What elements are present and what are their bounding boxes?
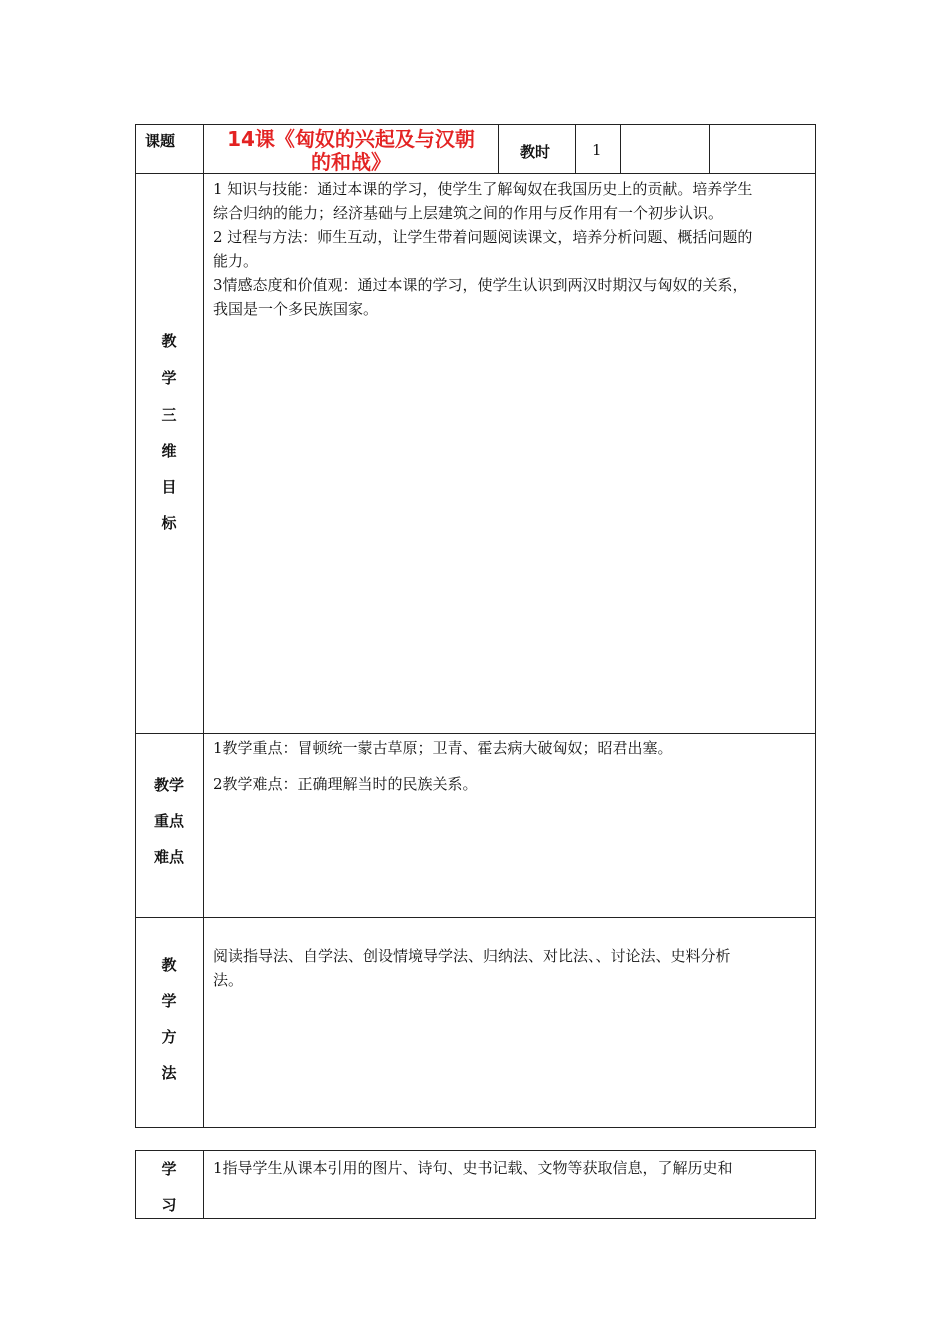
table-border (498, 124, 499, 174)
table-border (815, 1150, 816, 1219)
difficult-point-line: 2教学难点：正确理解当时的民族关系。 (213, 775, 478, 793)
objectives-line: 能力。 (213, 252, 259, 270)
methods-label-char: 学 (161, 992, 177, 1010)
period-label: 教时 (520, 143, 551, 161)
objectives-line: 3情感态度和价值观：通过本课的学习，使学生认识到两汉时期汉与匈奴的关系， (213, 276, 748, 294)
table-border (135, 1218, 815, 1219)
learning-line: 1指导学生从课本引用的图片、诗句、史书记载、文物等获取信息，了解历史和 (213, 1159, 733, 1177)
table-border (620, 124, 621, 174)
lesson-title-line-2: 的和战》 (311, 150, 391, 174)
methods-line: 法。 (213, 971, 244, 989)
table-border (135, 124, 815, 125)
period-value: 1 (592, 141, 602, 159)
lesson-title (206, 128, 496, 174)
table-border (135, 124, 136, 1128)
objectives-line: 1 知识与技能：通过本课的学习，使学生了解匈奴在我国历史上的贡献。培养学生 (213, 180, 753, 198)
objectives-label-char: 标 (161, 514, 177, 532)
objectives-line: 综合归纳的能力；经济基础与上层建筑之间的作用与反作用有一个初步认识。 (213, 204, 724, 222)
objectives-content (213, 177, 752, 321)
table-border (135, 1127, 815, 1128)
key-points-label-line: 难点 (153, 848, 184, 866)
methods-label-char: 方 (161, 1028, 177, 1046)
objectives-label-char: 教 (161, 332, 177, 350)
table-border (135, 733, 815, 734)
objectives-label-char: 目 (161, 478, 177, 496)
lesson-title-line-1: 14课《匈奴的兴起及与汉朝 (227, 127, 475, 151)
methods-content (213, 944, 731, 992)
methods-line: 阅读指导法、自学法、创设情境导学法、归纳法、对比法、、讨论法、史料分析 (213, 947, 731, 965)
key-point-line: 1教学重点：冒顿统一蒙古草原；卫青、霍去病大破匈奴；昭君出塞。 (213, 739, 673, 757)
objectives-line: 我国是一个多民族国家。 (213, 300, 379, 318)
table-border (203, 1150, 204, 1219)
methods-label-char: 教 (161, 956, 177, 974)
table-border (815, 124, 816, 1128)
table-border (709, 124, 710, 174)
objectives-label-char: 维 (161, 442, 177, 460)
topic-label: 课题 (145, 132, 176, 150)
methods-label-char: 法 (161, 1064, 177, 1082)
table-border (203, 124, 204, 1128)
objectives-label-char: 学 (161, 369, 177, 387)
objectives-line: 2 过程与方法：师生互动，让学生带着问题阅读课文，培养分析问题、概括问题的 (213, 228, 753, 246)
table-border (135, 1150, 815, 1151)
learning-label-char: 学 (161, 1160, 177, 1178)
table-border (135, 917, 815, 918)
learning-label-char: 习 (161, 1196, 177, 1214)
key-points-label-line: 重点 (153, 812, 184, 830)
key-points-label-line: 教学 (153, 776, 184, 794)
table-border (575, 124, 576, 174)
objectives-label-char: 三 (161, 406, 177, 424)
